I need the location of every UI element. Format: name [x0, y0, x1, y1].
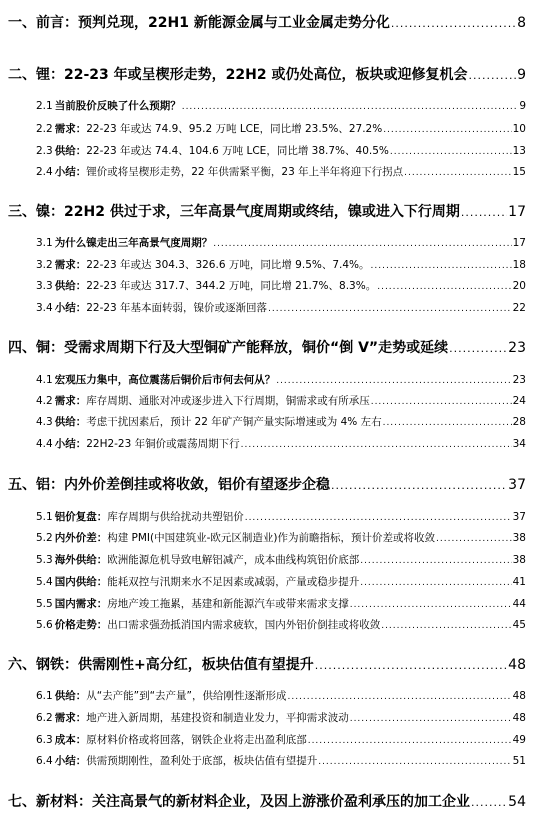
subsection-number: 5.1: [36, 511, 53, 523]
subsection-text: 欧洲能源危机导致电解铝减产，成本曲线构筑铝价底部: [107, 554, 360, 566]
dot-leader: [315, 659, 507, 672]
subsection-label: 供给：: [54, 280, 87, 292]
subsection-text: 22-23 年基本面转弱，镍价或逐渐回落: [86, 302, 268, 314]
toc-subsection-2-3[interactable]: [36, 143, 526, 158]
subsection-label: 需求：: [54, 395, 87, 407]
subsection-page-number: 49: [512, 734, 526, 746]
subsection-label: 供给：: [54, 145, 87, 157]
subsection-label: 需求：: [54, 712, 87, 724]
subsection-page-number: 18: [512, 259, 526, 271]
subsection-text: 22-23 年或达 317.7、344.2 万吨，同比增 21.7%、8.3%。: [86, 280, 377, 292]
subsection-number: 6.4: [36, 755, 53, 767]
toc-subsection-4-4[interactable]: [36, 436, 526, 451]
toc-subsection-3-2[interactable]: [36, 257, 526, 272]
dot-leader: [360, 556, 511, 566]
section-title: 六、钢铁：供需刚性+高分红，板块估值有望提升: [8, 657, 314, 673]
section-title: 四、铜：受需求周期下行及大型铜矿产能释放，铜价“倒 V”走势或延续: [8, 340, 449, 356]
subsection-label: 铝价复盘：: [54, 511, 108, 523]
section-page-number: 8: [517, 15, 526, 31]
subsection-page-number: 37: [512, 511, 526, 523]
toc-subsection-5-2[interactable]: [36, 530, 526, 545]
subsection-number: 6.3: [36, 734, 53, 746]
subsection-number: 2.4: [36, 166, 53, 178]
toc-section-3[interactable]: [8, 201, 526, 221]
dot-leader: [377, 282, 511, 292]
subsection-page-number: 41: [512, 576, 526, 588]
subsection-page-number: 38: [512, 554, 526, 566]
dot-leader: [268, 304, 512, 314]
dot-leader: [471, 796, 507, 809]
subsection-page-number: 17: [512, 237, 526, 249]
subsection-label: 小结：: [54, 302, 87, 314]
subsection-label: 小结：: [54, 166, 87, 178]
section-page-number: 37: [508, 477, 526, 493]
dot-leader: [383, 418, 512, 428]
subsection-page-number: 22: [512, 302, 526, 314]
subsection-text: 构建 PMI(中国建筑业-欧元区制造业)作为前瞻指标，预计价差或将收敛: [107, 532, 436, 544]
dot-leader: [318, 757, 511, 767]
subsection-text: 原材料价格或将回落，钢铁企业将走出盈利底部: [86, 734, 307, 746]
subsection-page-number: 48: [512, 690, 526, 702]
subsection-text: 库存周期与供给扰动共塑铝价: [107, 511, 244, 523]
subsection-label: 国内供给：: [54, 576, 108, 588]
subsection-label: 小结：: [54, 755, 87, 767]
subsection-label: 小结：: [54, 438, 87, 450]
subsection-page-number: 15: [512, 166, 526, 178]
toc-subsection-6-2[interactable]: [36, 710, 526, 725]
dot-leader: [404, 168, 512, 178]
section-title: 一、前言：预判兑现，22H1 新能源金属与工业金属走势分化: [8, 15, 390, 31]
section-page-number: 9: [517, 67, 526, 83]
toc-subsection-4-2[interactable]: [36, 393, 526, 408]
subsection-page-number: 28: [512, 416, 526, 428]
dot-leader: [360, 578, 511, 588]
subsection-page-number: 9: [519, 100, 526, 112]
toc-subsection-2-2[interactable]: [36, 121, 526, 136]
subsection-label: 需求：: [54, 123, 87, 135]
subsection-number: 5.6: [36, 619, 53, 631]
dot-leader: [276, 376, 511, 386]
subsection-label: 供给：: [54, 690, 87, 702]
toc-subsection-3-4[interactable]: [36, 300, 526, 315]
subsection-number: 3.4: [36, 302, 53, 314]
toc-section-1[interactable]: [8, 12, 526, 32]
toc-subsection-5-6[interactable]: [36, 617, 526, 632]
subsection-number: 6.1: [36, 690, 53, 702]
dot-leader: [308, 736, 512, 746]
dot-leader: [245, 513, 512, 523]
toc-subsection-6-1[interactable]: [36, 688, 526, 703]
subsection-text: 房地产竣工拖累，基建和新能源汽车或带来需求支撑: [107, 598, 349, 610]
subsection-label: 成本：: [54, 734, 87, 746]
subsection-label: 价格走势：: [54, 619, 108, 631]
section-title: 五、铝：内外价差倒挂或将收敛，铝价有望逐步企稳: [8, 477, 330, 493]
subsection-text: 出口需求强劲抵消国内需求疲软，国内外铝价倒挂或将收敛: [107, 619, 381, 631]
toc-subsection-2-1[interactable]: [36, 98, 526, 113]
toc-subsection-6-4[interactable]: [36, 753, 526, 768]
dot-leader: [241, 440, 512, 450]
subsection-page-number: 45: [512, 619, 526, 631]
subsection-page-number: 34: [512, 438, 526, 450]
section-page-number: 48: [508, 657, 526, 673]
dot-leader: [436, 534, 512, 544]
subsection-number: 4.4: [36, 438, 53, 450]
subsection-label: 宏观压力集中，高位震荡后铜价后市何去何从？: [54, 374, 276, 386]
subsection-label: 供给：: [54, 416, 87, 428]
subsection-text: 锂价或将呈楔形走势，22 年供需紧平衡，23 年上半年将迎下行拐点: [86, 166, 404, 178]
subsection-number: 4.1: [36, 374, 53, 386]
section-title: 二、锂：22-23 年或呈楔形走势，22H2 或仍处高位，板块或迎修复机会: [8, 67, 468, 83]
section-page-number: 23: [508, 340, 526, 356]
dot-leader: [287, 692, 511, 702]
subsection-number: 6.2: [36, 712, 53, 724]
toc-subsection-5-4[interactable]: [36, 574, 526, 589]
subsection-label: 需求：: [54, 259, 87, 271]
subsection-number: 4.2: [36, 395, 53, 407]
dot-leader: [213, 239, 511, 249]
subsection-page-number: 10: [512, 123, 526, 135]
dot-leader: [449, 342, 507, 355]
subsection-number: 2.3: [36, 145, 53, 157]
subsection-page-number: 44: [512, 598, 526, 610]
toc-subsection-3-3[interactable]: [36, 278, 526, 293]
toc-section-6[interactable]: [8, 654, 526, 674]
subsection-page-number: 48: [512, 712, 526, 724]
subsection-text: 考虑干扰因素后，预计 22 年矿产铜产量实际增速或为 4% 左右: [86, 416, 382, 428]
subsection-text: 从“去产能”到“去产量”，供给刚性逐渐形成: [86, 690, 287, 702]
subsection-label: 为什么镍走出三年高景气度周期？: [54, 237, 213, 249]
subsection-label: 内外价差：: [54, 532, 108, 544]
subsection-page-number: 51: [512, 755, 526, 767]
toc-section-7[interactable]: [8, 791, 526, 811]
subsection-label: 当前股价反映了什么预期？: [54, 100, 181, 112]
subsection-number: 3.2: [36, 259, 53, 271]
toc-section-4[interactable]: [8, 337, 526, 357]
dot-leader: [468, 69, 516, 82]
dot-leader: [391, 17, 516, 30]
subsection-text: 库存周期、通胀对冲或逐步进入下行周期，铜需求或有所承压: [86, 395, 370, 407]
subsection-number: 3.1: [36, 237, 53, 249]
subsection-number: 4.3: [36, 416, 53, 428]
subsection-page-number: 24: [512, 395, 526, 407]
section-title: 七、新材料：关注高景气的新材料企业，及因上游涨价盈利承压的加工企业: [8, 794, 470, 810]
subsection-text: 22-23 年或达 74.4、104.6 万吨 LCE，同比增 38.7%、40.5%: [86, 145, 389, 157]
subsection-page-number: 23: [512, 374, 526, 386]
toc-subsection-3-1[interactable]: [36, 235, 526, 250]
subsection-page-number: 38: [512, 532, 526, 544]
toc-subsection-2-4[interactable]: [36, 164, 526, 179]
subsection-label: 国内需求：: [54, 598, 108, 610]
dot-leader: [371, 261, 512, 271]
dot-leader: [371, 397, 512, 407]
subsection-text: 22H2-23 年铜价或震荡周期下行: [86, 438, 240, 450]
toc-section-5[interactable]: [8, 474, 526, 494]
dot-leader: [350, 600, 512, 610]
subsection-number: 3.3: [36, 280, 53, 292]
toc-section-2[interactable]: [8, 64, 526, 84]
toc-subsection-5-3[interactable]: [36, 552, 526, 567]
section-page-number: 54: [508, 794, 526, 810]
subsection-number: 5.5: [36, 598, 53, 610]
dot-leader: [182, 102, 519, 112]
subsection-number: 5.4: [36, 576, 53, 588]
subsection-page-number: 20: [512, 280, 526, 292]
section-title: 三、镍：22H2 供过于求，三年高景气度周期或终结，镍或进入下行周期: [8, 204, 460, 220]
dot-leader: [381, 621, 511, 631]
dot-leader: [383, 125, 511, 135]
dot-leader: [331, 479, 507, 492]
subsection-number: 2.2: [36, 123, 53, 135]
section-page-number: 17: [508, 204, 526, 220]
subsection-label: 海外供给：: [54, 554, 108, 566]
toc-subsection-5-1[interactable]: [36, 509, 526, 524]
subsection-text: 22-23 年或达 304.3、326.6 万吨，同比增 9.5%、7.4%。: [86, 259, 370, 271]
subsection-number: 2.1: [36, 100, 53, 112]
toc-subsection-5-5[interactable]: [36, 596, 526, 611]
subsection-number: 5.2: [36, 532, 53, 544]
toc-subsection-6-3[interactable]: [36, 732, 526, 747]
subsection-page-number: 13: [512, 145, 526, 157]
subsection-text: 能耗双控与汛期来水不足因素或减弱，产量或稳步提升: [107, 576, 360, 588]
dot-leader: [390, 147, 512, 157]
subsection-text: 供需预期刚性，盈利处于底部，板块估值有望提升: [86, 755, 318, 767]
toc-subsection-4-3[interactable]: [36, 414, 526, 429]
dot-leader: [461, 206, 507, 219]
subsection-text: 22-23 年或达 74.9、95.2 万吨 LCE，同比增 23.5%、27.2%: [86, 123, 383, 135]
dot-leader: [350, 714, 512, 724]
subsection-text: 地产进入新周期，基建投资和制造业发力，平抑需求波动: [86, 712, 349, 724]
toc-subsection-4-1[interactable]: [36, 372, 526, 387]
subsection-number: 5.3: [36, 554, 53, 566]
